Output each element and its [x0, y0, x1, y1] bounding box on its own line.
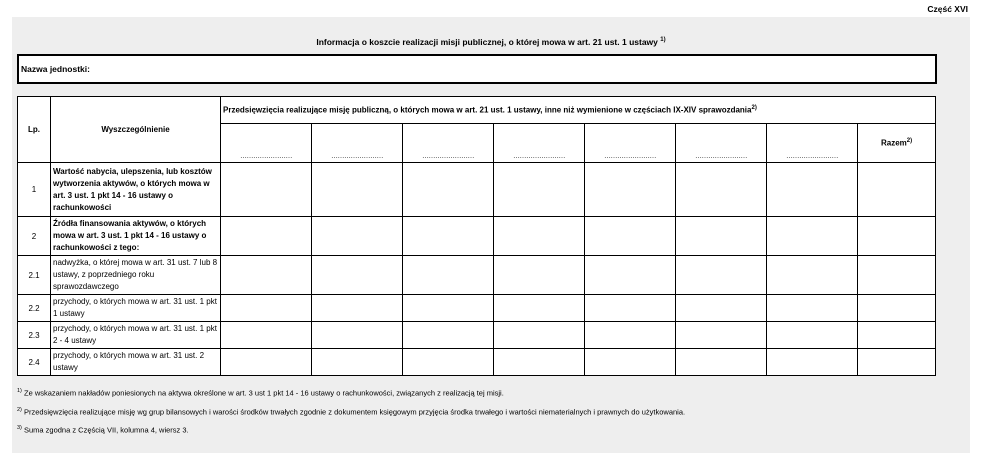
data-cell[interactable] [767, 217, 858, 256]
total-cell[interactable] [858, 163, 936, 217]
data-cell[interactable] [403, 349, 494, 376]
page-title [12, 37, 970, 47]
data-cell[interactable] [585, 295, 676, 322]
data-cell[interactable] [494, 163, 585, 217]
data-cell[interactable] [312, 322, 403, 349]
table-row [18, 256, 936, 295]
data-cell[interactable] [403, 217, 494, 256]
footnote [17, 402, 685, 421]
data-cell[interactable] [494, 217, 585, 256]
data-cell[interactable] [221, 322, 312, 349]
data-cell[interactable] [494, 349, 585, 376]
data-cell[interactable] [312, 349, 403, 376]
row-description: Wartość nabycia, ulepszenia, lub kosztów wytworzenia aktywów, o których mowa w art. 3 ust. 1 pkt 14 - 16 ustawy o rachunkowości [51, 163, 221, 217]
total-cell[interactable] [858, 217, 936, 256]
total-cell[interactable] [858, 349, 936, 376]
data-cell[interactable] [494, 322, 585, 349]
data-cell[interactable] [585, 163, 676, 217]
row-number: 2.3 [18, 322, 51, 349]
data-cell[interactable] [312, 295, 403, 322]
row-description: przychody, o których mowa w art. 31 ust. 1 pkt 2 - 4 ustawy [51, 322, 221, 349]
footnote [17, 420, 685, 439]
project-column-header[interactable]: …………………… [676, 124, 767, 163]
title-footnote-mark: 1) [660, 37, 666, 44]
row-description: przychody, o których mowa w art. 31 ust. 1 pkt 1 ustawy [51, 295, 221, 322]
header-group [221, 97, 936, 124]
header-total-text: Razem [880, 138, 907, 148]
row-description: Źródła finansowania aktywów, o których mowa w art. 3 ust. 1 pkt 14 - 16 ustawy o rachunkowości z tego: [51, 217, 221, 256]
project-column-header[interactable]: …………………… [312, 124, 403, 163]
table-row [18, 163, 936, 217]
page-title-text: Informacja o koszcie realizacji misji publicznej, o której mowa w art. 21 ust. 1 ustawy [316, 37, 658, 47]
unit-name-field[interactable] [17, 54, 937, 84]
table-row [18, 349, 936, 376]
table-row [18, 322, 936, 349]
data-cell[interactable] [676, 349, 767, 376]
header-total-footnote-mark: 2) [906, 138, 913, 145]
project-column-header[interactable]: …………………… [221, 124, 312, 163]
footnote-mark: 1) [17, 388, 22, 394]
data-cell[interactable] [494, 256, 585, 295]
data-cell[interactable] [221, 217, 312, 256]
data-cell[interactable] [494, 295, 585, 322]
data-cell[interactable] [312, 217, 403, 256]
footnote-text: Suma zgodna z Częścią VII, kolumna 4, wiersz 3. [23, 425, 189, 435]
row-number: 2.1 [18, 256, 51, 295]
data-cell[interactable] [312, 163, 403, 217]
footnote-mark: 2) [17, 406, 22, 413]
row-description: przychody, o których mowa w art. 31 ust. 2 ustawy [51, 349, 221, 376]
data-cell[interactable] [221, 349, 312, 376]
data-cell[interactable] [767, 295, 858, 322]
data-cell[interactable] [403, 295, 494, 322]
data-cell[interactable] [585, 349, 676, 376]
row-number: 2.4 [18, 349, 51, 376]
table-row [18, 217, 936, 256]
data-cell[interactable] [676, 322, 767, 349]
data-cell[interactable] [312, 256, 403, 295]
row-number: 2.2 [18, 295, 51, 322]
data-cell[interactable] [676, 256, 767, 295]
data-cell[interactable] [585, 256, 676, 295]
project-column-header[interactable]: …………………… [403, 124, 494, 163]
data-cell[interactable] [767, 349, 858, 376]
project-column-header[interactable]: …………………… [767, 124, 858, 163]
unit-name-label: Nazwa jednostki: [21, 64, 90, 74]
data-cell[interactable] [585, 322, 676, 349]
header-lp: Lp. [18, 97, 51, 163]
project-column-header[interactable]: …………………… [585, 124, 676, 163]
data-cell[interactable] [767, 163, 858, 217]
data-cell[interactable] [221, 163, 312, 217]
header-group-footnote-mark: 2) [751, 105, 757, 112]
footnote-mark: 3) [17, 425, 22, 431]
cost-table [17, 96, 936, 376]
data-cell[interactable] [403, 256, 494, 295]
row-number: 1 [18, 163, 51, 217]
data-cell[interactable] [767, 256, 858, 295]
total-cell[interactable] [858, 256, 936, 295]
project-column-header[interactable]: …………………… [494, 124, 585, 163]
data-cell[interactable] [403, 163, 494, 217]
row-description: nadwyżka, o której mowa w art. 31 ust. 7 lub 8 ustawy, z poprzedniego roku sprawozdawczego [51, 256, 221, 295]
data-cell[interactable] [676, 295, 767, 322]
total-cell[interactable] [858, 295, 936, 322]
header-group-text: Przedsięwzięcia realizujące misję publiczną, o których mowa w art. 21 ust. 1 ustawy, inne niż wymienione w częściach IX-XIV sprawozdania [223, 105, 752, 115]
footnote-text: Ze wskazaniem nakładów poniesionych na aktywa określone w art. 3 ust 1 pkt 14 - 16 ustawy o rachunkowości, związanych z realizacją tej misji. [23, 388, 504, 398]
data-cell[interactable] [676, 163, 767, 217]
total-cell[interactable] [858, 322, 936, 349]
footnote [17, 383, 685, 402]
header-description: Wyszczególnienie [51, 97, 221, 163]
header-total [858, 124, 936, 163]
row-number: 2 [18, 217, 51, 256]
data-cell[interactable] [767, 322, 858, 349]
data-cell[interactable] [221, 256, 312, 295]
table-row [18, 295, 936, 322]
data-cell[interactable] [403, 322, 494, 349]
data-cell[interactable] [585, 217, 676, 256]
data-cell[interactable] [221, 295, 312, 322]
footnote-text: Przedsięwzięcia realizujące misję wg grup bilansowych i warości środków trwałych zgodnie z dokumentem księgowym przyjęcia środka trwałego i wartości niematerialnych i prawnych do użytkowania. [23, 407, 686, 416]
data-cell[interactable] [676, 217, 767, 256]
footnotes [17, 383, 685, 439]
part-label: Część XVI [927, 4, 968, 14]
